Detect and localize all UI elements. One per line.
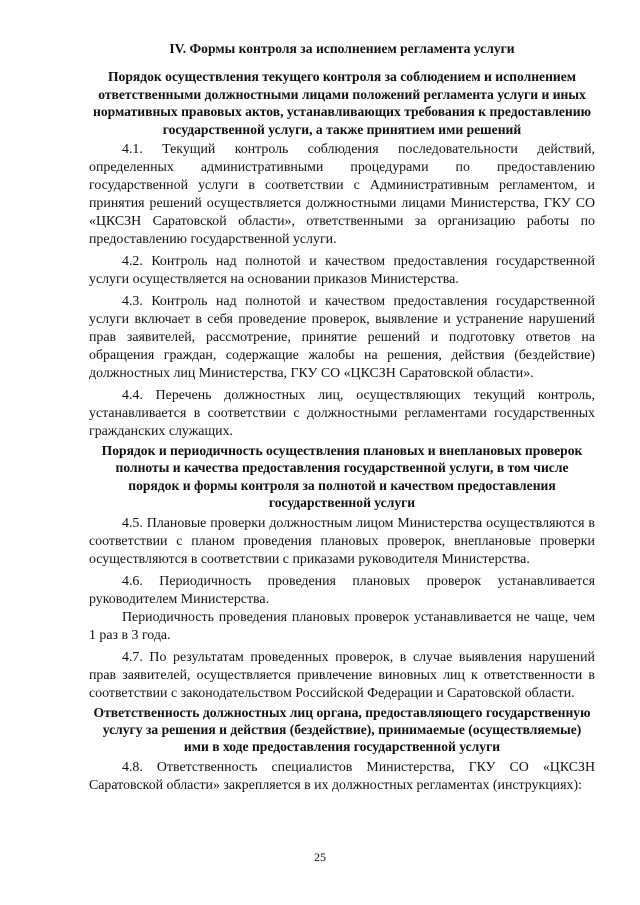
paragraph-4-8: 4.8. Ответственность специалистов Министерства, ГКУ СО «ЦКСЗН Саратовской области» закрепляется в их должностных регламентах (инструкциях): — [89, 759, 595, 793]
section-title: IV. Формы контроля за исполнением регламента услуги — [169, 41, 515, 56]
paragraph-4-5: 4.5. Плановые проверки должностным лицом Министерства осуществляются в соответствии с планом проведения плановых проверок, внеплановые проверки осуществляются в соответствии с приказами руководителя Министерства. — [89, 515, 595, 567]
paragraph-4-3: 4.3. Контроль над полнотой и качеством предоставления государственной услуги включает в себя проведение проверок, выявление и устранение нарушений прав заявителей, рассмотрение, принятие решений и подготовку ответов на обращения граждан, содержащие жалобы на решения, действия (бездействие) должностных лиц Министерства, ГКУ СО «ЦКСЗН Саратовской области». — [89, 294, 595, 382]
paragraph-4-7: 4.7. По результатам проведенных проверок, в случае выявления нарушений прав заявителей, осуществляется привлечение виновных лиц к ответственности в соответствии с законодательством Российской Федерации и Саратовской области. — [89, 649, 595, 701]
heading-responsibility: Ответственность должностных лиц органа, предоставляющего государственную услугу за решения и действия (бездействие), принимаемые (осуществляемые) ими в ходе предоставления государственной услуги — [93, 704, 591, 755]
paragraph-4-2: 4.2. Контроль над полнотой и качеством предоставления государственной услуги осуществляется на основании приказов Министерства. — [89, 254, 595, 288]
paragraph-4-6: 4.6. Периодичность проведения плановых проверок устанавливается руководителем Министерства. — [89, 573, 595, 607]
paragraph-4-6-periodicity: Периодичность проведения плановых проверок устанавливается не чаще, чем 1 раз в 3 года. — [89, 609, 595, 643]
paragraph-4-1: 4.1. Текущий контроль соблюдения последовательности действий, определенных административными процедурами по предоставлению государственной услуги в соответствии с Административным регламентом, и принятия решений осуществляется должностными лицами Министерства, ГКУ СО «ЦКСЗН Саратовской области», ответственными за организацию работы по предоставлению государственной услуги. — [89, 142, 595, 248]
paragraph-4-4: 4.4. Перечень должностных лиц, осуществляющих текущий контроль, устанавливается в соответствии с должностными регламентами государственных гражданских служащих. — [89, 388, 595, 440]
page-number: 25 — [314, 850, 326, 864]
page-content — [89, 40, 595, 795]
heading-inspections: Порядок и периодичность осуществления плановых и внеплановых проверок полноты и качества предоставления государственной услуги, в том числе порядок и формы контроля за полнотой и качеством предоставления государственной услуги — [101, 443, 583, 511]
heading-current-control: Порядок осуществления текущего контроля за соблюдением и исполнением ответственными должностными лицами положений регламента услуги и иных нормативных правовых актов, устанавливающих требования к предоставлению государственной услуги, а также принятием ими решений — [93, 69, 591, 137]
